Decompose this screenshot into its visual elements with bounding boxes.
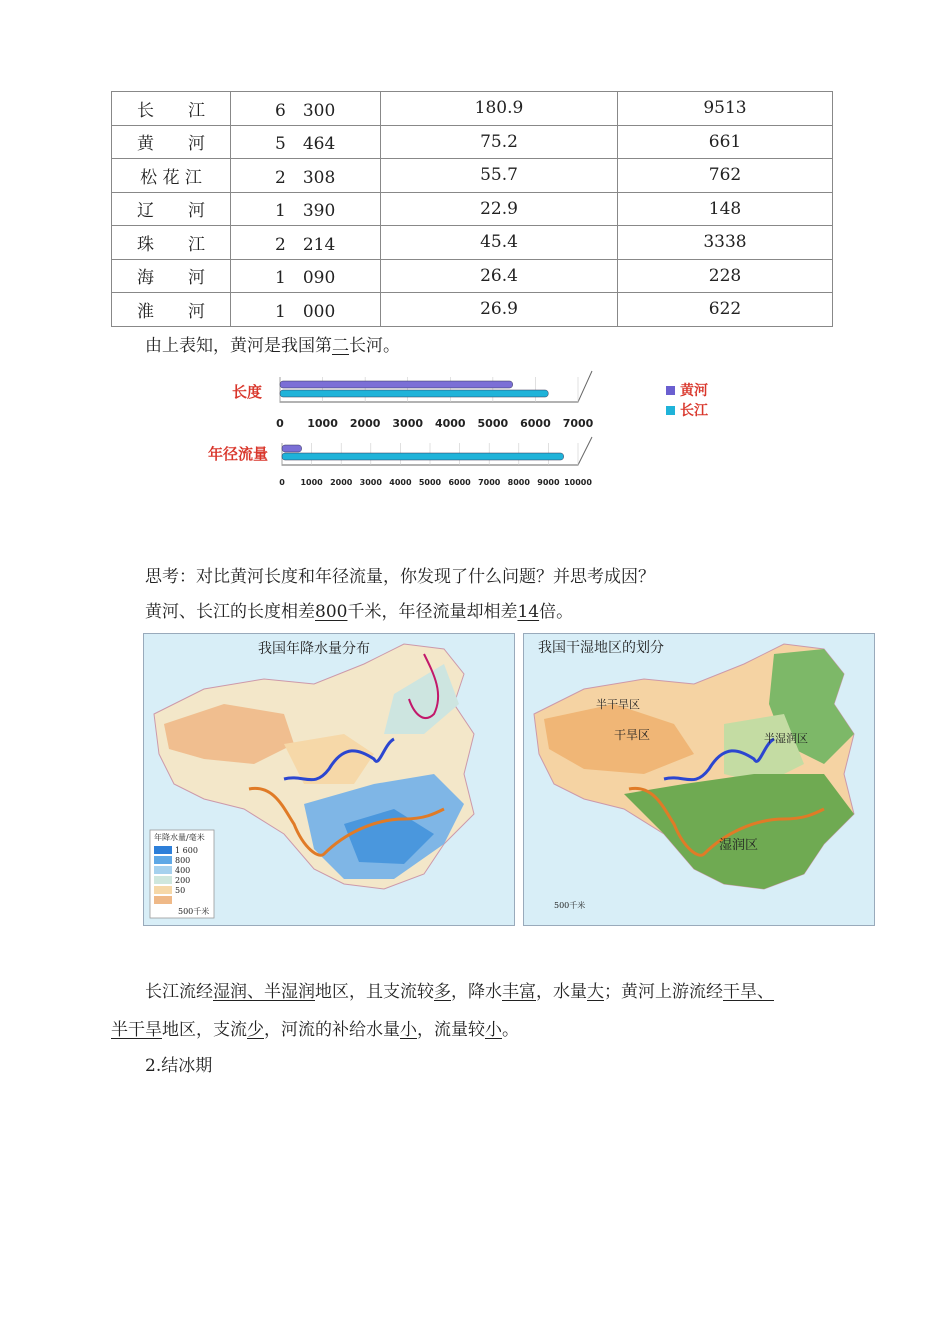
river-flow: 661 [618,125,833,159]
analysis-answer: 干旱、 [723,982,774,1002]
chart-tick-label: 0 [279,478,285,487]
table-row [112,293,833,327]
zone-label-semi-arid: 半干旱区 [596,698,640,711]
analysis-text: ，河流的补给水量 [264,1020,400,1040]
river-length: 1 390 [231,192,381,226]
chart-bar-huanghe [280,381,513,388]
precipitation-legend-title: 年降水量/毫米 [154,833,205,842]
analysis-text: ，降水 [451,982,502,1002]
conclusion-answer: 二 [332,336,349,356]
zone-label-humid: 湿润区 [719,838,759,853]
length-chart [232,371,594,430]
precipitation-legend-items [175,846,198,896]
analysis-answer: 小 [485,1020,502,1040]
river-length: 1 090 [231,259,381,293]
chart-tick-label: 3000 [359,478,382,487]
precipitation-scale: 500千米 [178,907,210,916]
river-name: 黄 河 [112,125,231,159]
chart-tick-label: 7000 [478,478,501,487]
analysis-line-2 [111,1015,519,1040]
analysis-answer: 湿润、半湿润 [213,982,315,1002]
river-name: 长 江 [112,92,231,126]
chart-axis-frame [282,437,592,465]
river-name: 辽 河 [112,192,231,226]
chart-tick-label: 3000 [392,417,424,430]
river-name: 珠 江 [112,226,231,260]
river-area: 45.4 [381,226,618,260]
river-area: 75.2 [381,125,618,159]
chart-tick-label: 10000 [564,478,592,487]
legend-label-huanghe: 黄河 [680,383,708,399]
river-flow: 3338 [618,226,833,260]
river-area: 26.9 [381,293,618,327]
legend-item-50: 50 [175,886,186,895]
legend-item-800: 800 [175,856,191,865]
river-table [111,91,833,327]
section-heading: 2.结冰期 [145,1056,213,1076]
analysis-text: ，流量较 [417,1020,485,1040]
analysis-text: ；黄河上游流经 [604,982,723,1002]
dry-wet-zone-map-graphic [524,634,874,925]
table-row [112,125,833,159]
precipitation-map [143,633,515,926]
legend-item-400: 400 [175,866,191,875]
chart-tick-label: 6000 [520,417,551,430]
chart-tick-label: 1000 [300,478,323,487]
chart-legend [666,382,709,419]
table-row [112,259,833,293]
chart-tick-label: 2000 [330,478,353,487]
dry-wet-zone-map [523,633,875,926]
river-name: 淮 河 [112,293,231,327]
difference-line [145,597,573,622]
river-area: 22.9 [381,192,618,226]
river-area: 55.7 [381,159,618,193]
river-flow: 762 [618,159,833,193]
chart-tick-label: 4000 [434,417,466,430]
analysis-answer: 少 [247,1020,264,1040]
analysis-answer: 多 [434,982,451,1002]
chart-tick-label: 2000 [349,417,381,430]
precipitation-map-title: 我国年降水量分布 [258,641,370,657]
chart-bar-changjiang [280,390,548,397]
river-area: 180.9 [381,92,618,126]
chart-tick-label: 4000 [389,478,412,487]
conclusion-line [145,331,400,356]
diff-flow-value: 14 [517,602,540,622]
river-length: 2 308 [231,159,381,193]
legend-swatch-changjiang [666,406,675,415]
river-flow: 622 [618,293,833,327]
analysis-text: 地区，且支流较 [315,982,434,1002]
chart-bar-changjiang [282,453,564,460]
table-row [112,92,833,126]
chart-bar-huanghe [282,445,302,452]
chart-tick-label: 9000 [537,478,560,487]
chart-tick-label: 5000 [477,417,509,430]
diff-text-1: 黄河、长江的长度相差 [145,602,315,622]
analysis-text: ，水量 [536,982,587,1002]
analysis-line-1 [145,977,774,1002]
river-length: 5 464 [231,125,381,159]
conclusion-suffix: 长河。 [349,336,400,356]
chart-tick-label: 6000 [448,478,471,487]
table-row [112,192,833,226]
river-area: 26.4 [381,259,618,293]
chart-tick-label: 5000 [418,478,442,487]
dry-wet-scale: 500千米 [554,901,586,910]
chart-tick-label: 8000 [507,478,530,487]
legend-item-1600: 1 600 [175,846,198,855]
analysis-text: 地区，支流 [162,1020,247,1040]
conclusion-prefix: 由上表知，黄河是我国第 [145,336,332,356]
chart-category-label: 长度 [231,383,262,401]
analysis-answer: 大 [587,982,604,1002]
analysis-answer: 半干旱 [111,1020,162,1040]
flow-chart [208,437,592,487]
length-flow-chart [180,365,760,495]
zone-label-semi-humid: 半湿润区 [764,732,808,745]
chart-tick-label: 0 [276,417,284,430]
river-length: 6 300 [231,92,381,126]
precipitation-map-graphic [144,634,514,925]
chart-tick-label: 1000 [307,417,338,430]
diff-length-value: 800 [315,602,348,622]
river-length: 1 000 [231,293,381,327]
chart-tick-label: 7000 [562,417,594,430]
river-length: 2 214 [231,226,381,260]
diff-text-3: 倍。 [539,602,574,622]
zone-label-arid: 干旱区 [614,728,651,742]
analysis-answer: 小 [400,1020,417,1040]
table-row [112,226,833,260]
river-flow: 9513 [618,92,833,126]
legend-label-changjiang: 长江 [680,403,708,419]
legend-item-200: 200 [175,876,191,885]
river-name: 松 花 江 [112,159,231,193]
legend-swatch-huanghe [666,386,675,395]
chart-category-label: 年径流量 [207,445,268,463]
table-row [112,159,833,193]
analysis-text: 。 [502,1020,519,1040]
river-flow: 148 [618,192,833,226]
think-question: 思考：对比黄河长度和年径流量，你发现了什么问题？并思考成因？ [145,567,655,587]
analysis-text: 长江流经 [145,982,213,1002]
river-name: 海 河 [112,259,231,293]
river-flow: 228 [618,259,833,293]
diff-text-2: 千米，年径流量却相差 [347,602,518,622]
analysis-answer: 丰富 [502,982,536,1002]
dry-wet-map-title: 我国干湿地区的划分 [538,640,664,656]
